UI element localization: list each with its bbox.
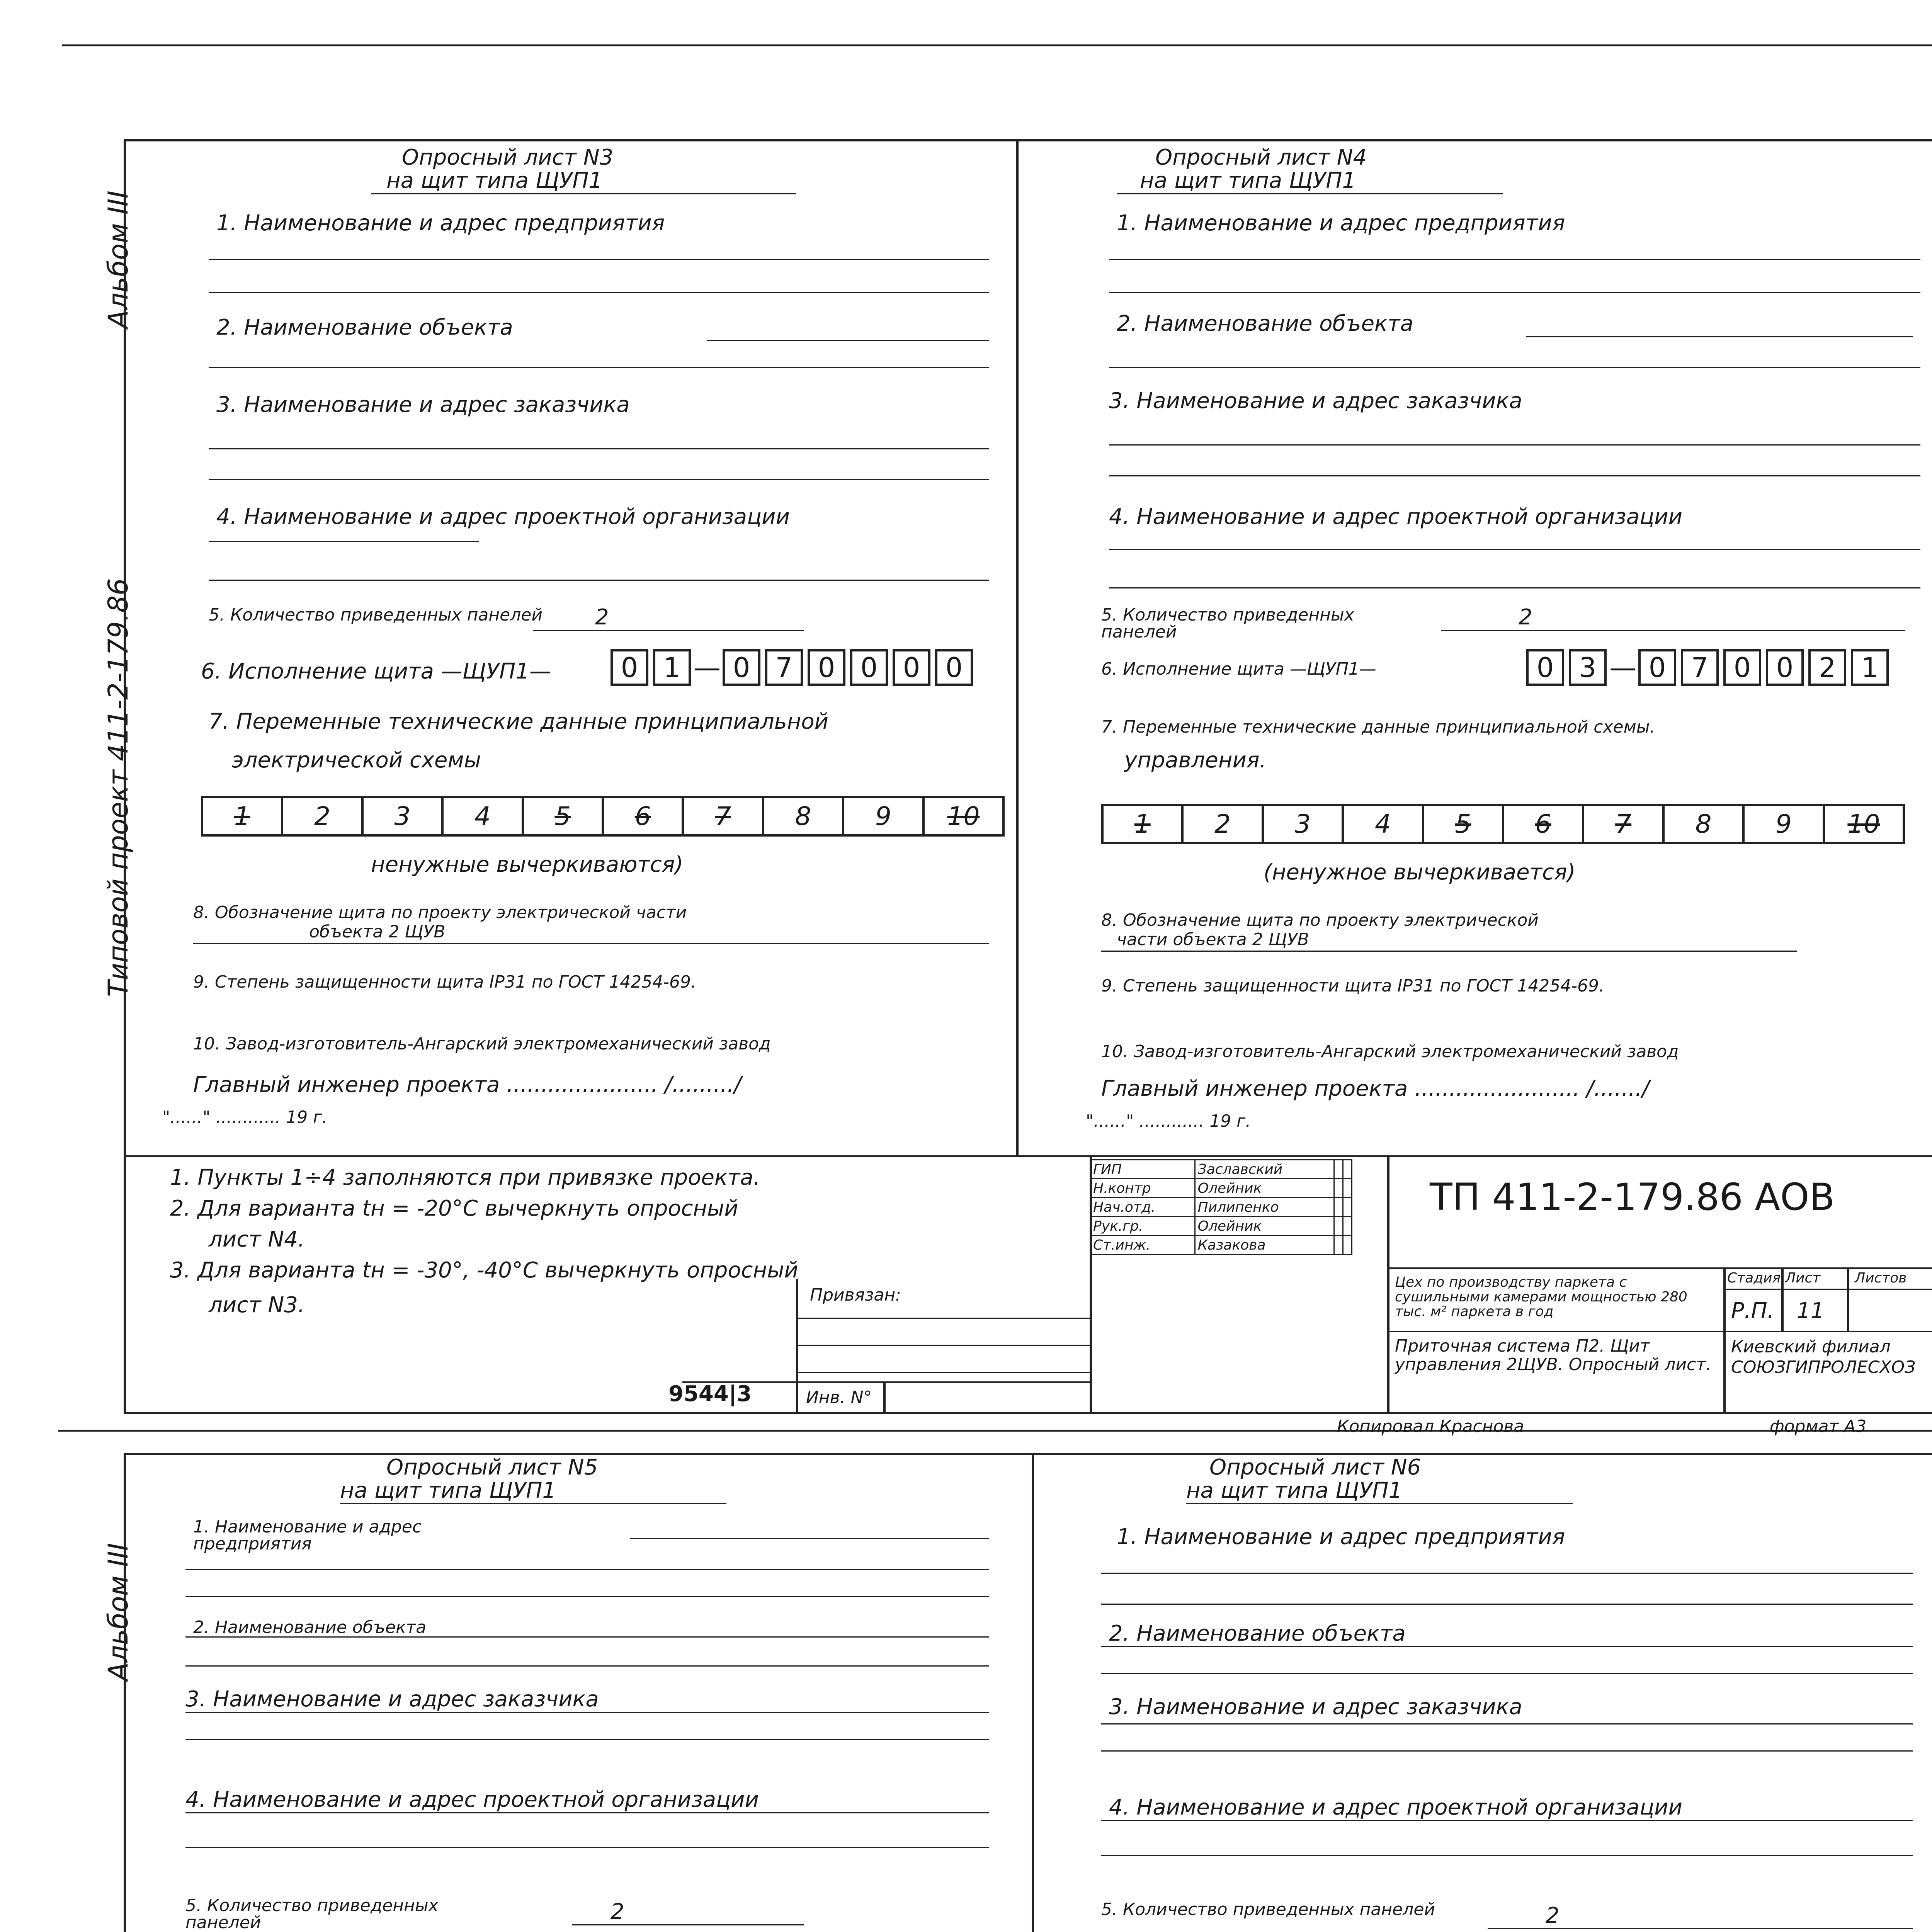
item-8b: объекта 2 ЩУВ [309,922,446,942]
stage-value: Р.П. [1731,1298,1774,1323]
note-line: 1. Пункты 1÷4 заполняются при привязке проекта. [170,1165,760,1190]
engineer: Главный инженер проекта ...................... /........./ [193,1072,742,1097]
qty-value: 2 [595,605,609,630]
code-digit: 7 [1681,649,1719,686]
ext-cell[interactable]: 7 [684,798,764,834]
date: "......" ............ 19 г. [162,1107,328,1127]
sheet-header: Лист [1785,1270,1821,1286]
ext-cell[interactable]: 6 [604,798,684,834]
item-3: 3. Наименование и адрес заказчика [1109,388,1522,413]
exec-code-b [723,649,978,686]
album-label-bottom: Альбом III [102,1543,134,1681]
exec-label: 6. Исполнение щита —ЩУП1— [1101,659,1376,679]
var-label-2: управления. [1124,748,1267,773]
stamp-role: Нач.отд. [1090,1198,1195,1217]
qty-value: 2 [611,1899,624,1924]
strike-note: ненужные вычеркиваются) [371,852,684,877]
date: "......" ............ 19 г. [1086,1111,1251,1131]
qty-value: 2 [1519,605,1532,630]
code-digit: 0 [935,649,973,686]
note-line: 2. Для варианта tн = -20°C вычеркнуть опросный [170,1196,738,1221]
var-label-1: 7. Переменные технические данные принципиальной [209,709,829,734]
item-1: 1. Наименование и адрес предприятия [193,1517,422,1554]
questionnaire-sheet-5 [185,1457,997,1932]
exec-code-b [1638,649,1893,686]
item-1: 1. Наименование и адрес предприятия [1117,1524,1565,1549]
ext-cell[interactable]: 4 [1344,806,1424,842]
code-digit: 0 [611,649,648,686]
ext-cell[interactable]: 9 [1745,806,1825,842]
item-2: 2. Наименование объекта [216,315,513,340]
ext-cell[interactable]: 9 [844,798,924,834]
code-digit: 0 [808,649,845,686]
var-label-2: электрической схемы [232,748,481,773]
project-label-top: Типовой проект 411-2-179.86 [102,578,134,997]
ext-cell[interactable]: 3 [1264,806,1344,842]
var-label-1: 7. Переменные технические данные принципиальной схемы. [1101,717,1655,737]
exec-code-a [611,649,723,686]
sheet-subtitle: на щит типа ЩУП1 [1140,168,1356,193]
item-8a: 8. Обозначение щита по проекту электрической [1101,910,1539,930]
top-center-divider [1016,139,1019,1155]
org-text: Киевский филиал СОЮЗГИПРОЛЕСХОЗ [1731,1337,1916,1377]
sheets-header: Листов [1855,1270,1907,1286]
privyazan-box-top [796,1279,1092,1414]
item-3: 3. Наименование и адрес заказчика [216,392,630,417]
sheet-subtitle: на щит типа ЩУП1 [1186,1478,1403,1503]
ext-cell[interactable]: 5 [1424,806,1504,842]
code-dash: — [694,651,721,684]
qty-label: 5. Количество приведенных панелей [185,1896,439,1932]
exec-code-a [1526,649,1639,686]
item-10: 10. Завод-изготовитель-Ангарский электромеханический завод [1101,1042,1679,1061]
ext-cell[interactable]: 1 [203,798,283,834]
code-digit: 1 [1851,649,1889,686]
qty-label: 5. Количество приведенных панелей [1101,605,1354,642]
code-digit: 0 [1723,649,1761,686]
code-digit: 3 [1569,649,1607,686]
ext-cell[interactable]: 2 [283,798,363,834]
sheet-subtitle: на щит типа ЩУП1 [340,1478,556,1503]
sheet-subtitle: на щит типа ЩУП1 [386,168,603,193]
stamp-name: Пилипенко [1195,1198,1334,1217]
sheet-value: 11 [1797,1298,1825,1323]
privyazan-label: Привязан: [810,1285,901,1305]
item-1: 1. Наименование и адрес предприятия [1117,211,1565,236]
code-digit: 0 [1526,649,1564,686]
item-3: 3. Наименование и адрес заказчика [185,1687,599,1712]
format-top: формат А3 [1770,1417,1867,1436]
ext-cells [201,796,1005,837]
questionnaire-sheet-6 [1101,1457,1913,1932]
ext-cell[interactable]: 8 [764,798,844,834]
item-2: 2. Наименование объекта [1109,1621,1406,1646]
ext-cell[interactable]: 8 [1665,806,1745,842]
sheet-title: Опросный лист N4 [1155,145,1367,170]
stage-header: Стадия [1727,1270,1781,1286]
qty-label: 5. Количество приведенных панелей [1101,1900,1435,1919]
sheet-title: Опросный лист N6 [1209,1455,1421,1480]
code-digit: 2 [1808,649,1846,686]
ext-cell[interactable]: 1 [1104,806,1184,842]
ext-cell[interactable]: 6 [1504,806,1584,842]
stamp-role: Рук.гр. [1090,1217,1195,1236]
code-digit: 0 [850,649,888,686]
sheet-title: Опросный лист N5 [386,1455,598,1480]
item-9: 9. Степень защищенности щита IP31 по ГОСТ 14254-69. [193,972,697,992]
code-dash: — [1609,651,1636,684]
item-4: 4. Наименование и адрес проектной организации [185,1787,759,1812]
item-10: 10. Завод-изготовитель-Ангарский электромеханический завод [193,1034,771,1054]
item-2: 2. Наименование объекта [193,1617,427,1637]
stamp-role: ГИП [1090,1160,1195,1179]
code-digit: 0 [1638,649,1676,686]
ext-cell[interactable]: 2 [1184,806,1264,842]
item-9: 9. Степень защищенности щита IP31 по ГОСТ 14254-69. [1101,976,1605,996]
questionnaire-sheet-3 [162,145,997,1144]
item-8b: части объекта 2 ЩУВ [1117,930,1309,949]
code-digit: 0 [723,649,760,686]
code-digit: 0 [1766,649,1804,686]
inv-label: Инв. N° [806,1388,872,1407]
strike-note: (ненужное вычеркивается) [1264,860,1576,885]
stamp-top [1090,1155,1932,1414]
note-line: 3. Для варианта tн = -30°, -40°C вычеркнуть опросный [170,1258,798,1283]
ext-cell[interactable]: 10 [1847,809,1880,839]
item-1: 1. Наименование и адрес предприятия [216,211,665,236]
ext-cells [1101,804,1905,844]
sheet-title: Опросный лист N3 [402,145,614,170]
item-2: 2. Наименование объекта [1117,311,1413,336]
bottom-center-divider [1032,1453,1034,1932]
code-digit: 7 [765,649,803,686]
ext-cell[interactable]: 10 [947,801,980,831]
ext-cell[interactable]: 4 [444,798,524,834]
exec-label: 6. Исполнение щита —ЩУП1— [201,659,551,684]
album-label-top: Альбом III [102,190,134,328]
code-digit: 0 [893,649,930,686]
stamp-name: Олейник [1195,1179,1334,1198]
system-text: Приточная система П2. Щит управления 2ЩУВ. Опросный лист. [1395,1336,1711,1375]
ext-cell[interactable]: 5 [524,798,604,834]
note-line: лист N3. [209,1293,305,1318]
item-8a: 8. Обозначение щита по проекту электрической части [193,903,687,922]
shop-text: Цех по производству паркета с сушильными камерами мощностью 280 тыс. м² паркета в год [1395,1274,1687,1320]
note-line: лист N4. [209,1227,305,1252]
item-4: 4. Наименование и адрес проектной организации [216,504,790,529]
item-4: 4. Наименование и адрес проектной организации [1109,504,1682,529]
stamp-role: Ст.инж. [1090,1236,1195,1255]
stamp-name: Заславский [1195,1160,1334,1179]
stamp-name: Олейник [1195,1217,1334,1236]
qty-label: 5. Количество приведенных панелей [209,605,543,625]
qty-value: 2 [1546,1903,1560,1928]
engineer: Главный инженер проекта ........................ /......./ [1101,1076,1650,1101]
doc-number-top: 9544|3 [668,1381,752,1406]
code-digit: 1 [653,649,691,686]
stamp-role: Н.контр [1090,1179,1195,1198]
stamp-name: Казакова [1195,1236,1334,1255]
doc-code: ТП 411-2-179.86 АОВ [1430,1175,1835,1219]
questionnaire-sheet-4 [1086,145,1913,1144]
ext-cell[interactable]: 7 [1584,806,1664,842]
ext-cell[interactable]: 3 [364,798,444,834]
item-3: 3. Наименование и адрес заказчика [1109,1694,1522,1719]
item-4: 4. Наименование и адрес проектной организации [1109,1795,1682,1820]
copied-by-top: Копировал Краснова [1337,1417,1524,1436]
